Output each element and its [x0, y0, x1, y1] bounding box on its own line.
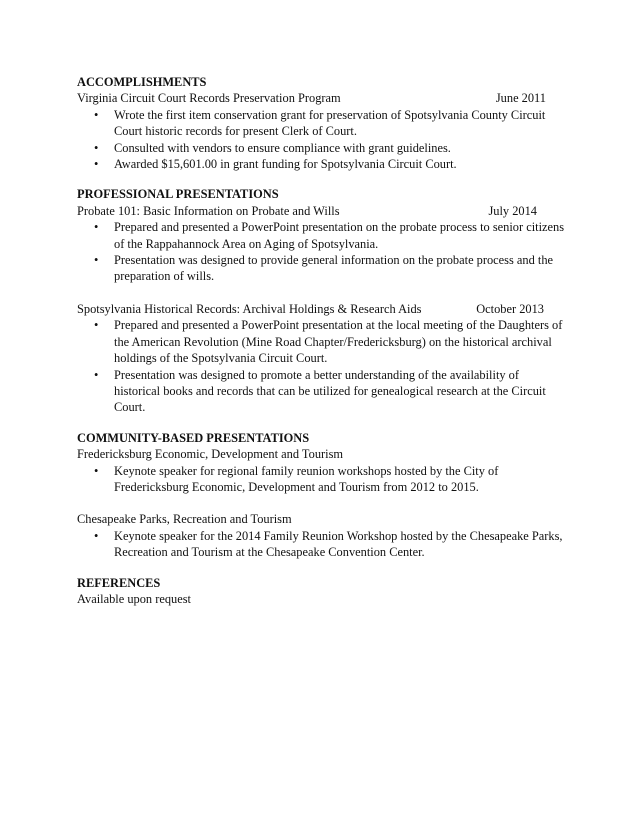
- list-item: • Presentation was designed to provide general information on the probate process and the preparation of wills.: [77, 252, 567, 285]
- entry-header: [77, 90, 567, 106]
- resume-page: [77, 74, 567, 607]
- list-item: • Presentation was designed to promote a better understanding of the availability of historical books and records that can be utilized for genealogical research at the Circuit Court.: [77, 367, 567, 416]
- entry-name: Spotsylvania Historical Records: Archival Holdings & Research Aids: [77, 301, 422, 316]
- section-title: PROFESSIONAL PRESENTATIONS: [77, 187, 279, 202]
- list-item: • Prepared and presented a PowerPoint presentation on the probate process to senior citizens of the Rappahannock Area on Aging of Spotsylvania.: [77, 219, 567, 252]
- section-title: REFERENCES: [77, 575, 161, 590]
- list-item: • Wrote the first item conservation grant for preservation of Spotsylvania County Circuit Court historic records for present Clerk of Court.: [77, 107, 567, 140]
- community-presentations-section: [77, 430, 567, 561]
- list-item: • Keynote speaker for regional family reunion workshops hosted by the City of Fredericksburg Economic, Development and Tourism from 2012 to 2015.: [77, 463, 567, 496]
- accomplishment-entry: [77, 90, 567, 172]
- professional-presentations-section: [77, 186, 567, 415]
- section-title: ACCOMPLISHMENTS: [77, 75, 207, 89]
- section-title: COMMUNITY-BASED PRESENTATIONS: [77, 430, 310, 445]
- entry-name: Probate 101: Basic Information on Probate and Wills: [77, 203, 340, 218]
- accomplishments-section: [77, 74, 567, 172]
- presentation-entry: [77, 203, 567, 285]
- references-section: [77, 575, 567, 608]
- list-item: • Consulted with vendors to ensure compliance with grant guidelines.: [77, 140, 567, 156]
- entry-header: [77, 301, 567, 317]
- bullet-list: [77, 463, 567, 496]
- entry-name: Chesapeake Parks, Recreation and Tourism: [77, 512, 292, 527]
- community-entry: [77, 511, 567, 560]
- entry-date: October 2013: [476, 301, 544, 316]
- bullet-list: [77, 528, 567, 561]
- bullet-list: [77, 107, 567, 173]
- presentation-entry: [77, 301, 567, 416]
- entry-header: [77, 203, 567, 219]
- entry-date: July 2014: [488, 203, 537, 218]
- entry-name: Virginia Circuit Court Records Preservation Program: [77, 91, 341, 106]
- list-item: • Keynote speaker for the 2014 Family Reunion Workshop hosted by the Chesapeake Parks, Recreation and Tourism at the Chesapeake Convention Center.: [77, 528, 567, 561]
- entry-date: June 2011: [495, 91, 546, 106]
- list-item: • Prepared and presented a PowerPoint presentation at the local meeting of the Daughters of the American Revolution (Mine Road Chapter/Fredericksburg) on the historical archival holdings of the Spotsylvania Circuit Court.: [77, 317, 567, 366]
- list-item: • Awarded $15,601.00 in grant funding for Spotsylvania Circuit Court.: [77, 156, 567, 172]
- entry-name: Fredericksburg Economic, Development and Tourism: [77, 447, 344, 462]
- entry-header: [77, 511, 567, 527]
- bullet-list: [77, 317, 567, 415]
- community-entry: [77, 446, 567, 495]
- references-text: Available upon request: [77, 591, 192, 606]
- bullet-list: [77, 219, 567, 285]
- entry-header: [77, 446, 567, 462]
